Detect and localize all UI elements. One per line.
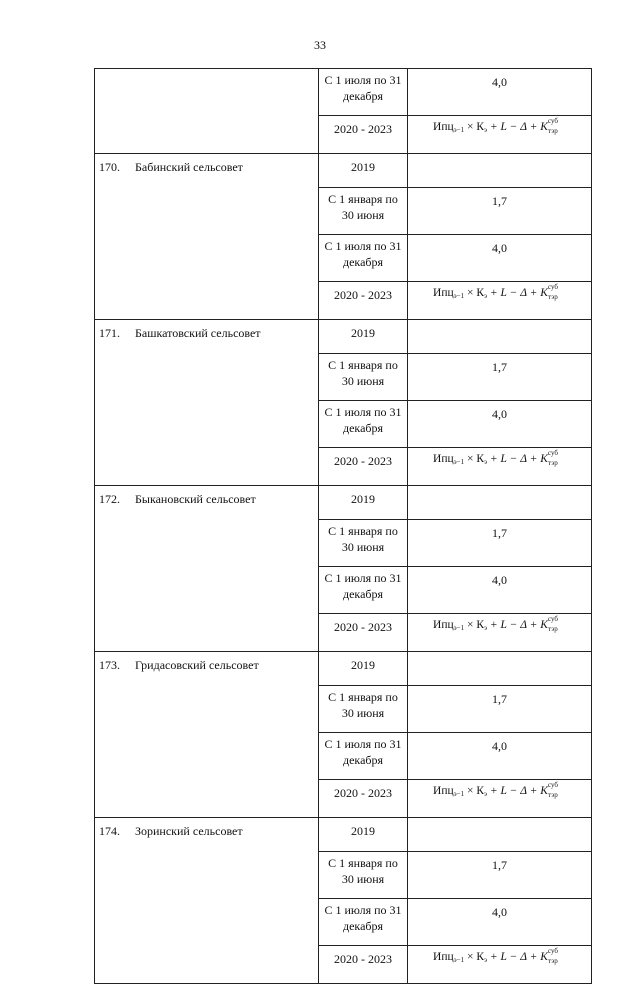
formula-kbig: K (540, 121, 548, 133)
year-cell: 2019 (319, 154, 408, 188)
formula-ksub: э (484, 624, 488, 632)
formula-times: × (466, 785, 474, 797)
municipality-name: Зоринский сельсовет (135, 824, 243, 838)
municipality-cell (95, 652, 319, 818)
formula-rest: + L − Δ + (489, 453, 538, 465)
formula-indices (547, 781, 566, 800)
municipality-cell (95, 818, 319, 984)
period-cell: С 1 января по 30 июня (319, 354, 408, 401)
period-cell: С 1 июля по 31 декабря (319, 69, 408, 116)
period-cell: 2020 - 2023 (319, 448, 408, 486)
empty-cell (408, 652, 592, 686)
table-row (95, 154, 592, 188)
municipality-name: Гридасовский сельсовет (135, 658, 259, 672)
table-row (95, 818, 592, 852)
value-cell: 4,0 (408, 69, 592, 116)
formula-prefix: Ипц (433, 619, 454, 631)
formula-rest: + L − Δ + (489, 785, 538, 797)
formula-k: К (476, 951, 485, 963)
empty-cell (408, 486, 592, 520)
formula-kdn: тэр (547, 625, 558, 634)
formula-kdn: тэр (547, 957, 558, 966)
municipality-name: Башкатовский сельсовет (135, 326, 261, 340)
formula-prefix: Ипц (433, 287, 454, 299)
formula-prefix: Ипц (433, 785, 454, 797)
formula-kdn: тэр (547, 127, 558, 136)
formula-cell (408, 614, 592, 652)
formula-ksub: э (484, 292, 488, 300)
formula-cell (408, 116, 592, 154)
value-cell: 4,0 (408, 235, 592, 282)
formula-rest: + L − Δ + (489, 619, 538, 631)
formula-kbig: K (540, 619, 548, 631)
row-number: 172. (99, 492, 120, 506)
formula-sub: э−1 (453, 790, 465, 798)
period-cell: С 1 июля по 31 декабря (319, 567, 408, 614)
formula-cell (408, 448, 592, 486)
table-row (95, 652, 592, 686)
row-number: 171. (99, 326, 120, 340)
formula-indices (547, 615, 566, 634)
period-cell: 2020 - 2023 (319, 282, 408, 320)
formula-indices (547, 449, 566, 468)
formula-kbig: K (540, 951, 548, 963)
value-cell: 1,7 (408, 520, 592, 567)
formula-indices (547, 947, 566, 966)
row-number: 173. (99, 658, 120, 672)
formula-sub: э−1 (453, 458, 465, 466)
formula-sub: э−1 (453, 956, 465, 964)
formula-kup: суб (547, 449, 558, 458)
formula-cell (408, 946, 592, 984)
formula-sub: э−1 (453, 624, 465, 632)
formula-sub: э−1 (453, 292, 465, 300)
formula-kup: суб (547, 283, 558, 292)
page-number: 33 (314, 38, 326, 52)
value-cell: 4,0 (408, 567, 592, 614)
formula-cell (408, 780, 592, 818)
municipality-name: Бабинский сельсовет (135, 160, 243, 174)
formula-kdn: тэр (547, 293, 558, 302)
period-cell: С 1 июля по 31 декабря (319, 235, 408, 282)
municipality-name: Быкановский сельсовет (135, 492, 256, 506)
formula-indices (547, 117, 566, 136)
formula-prefix: Ипц (433, 453, 454, 465)
formula-kup: суб (547, 615, 558, 624)
value-cell: 4,0 (408, 733, 592, 780)
formula-times: × (466, 453, 474, 465)
formula-rest: + L − Δ + (489, 287, 538, 299)
empty-cell (408, 154, 592, 188)
empty-cell (408, 818, 592, 852)
formula-k: К (476, 287, 485, 299)
period-cell: С 1 июля по 31 декабря (319, 899, 408, 946)
table-row (95, 69, 592, 116)
value-cell: 1,7 (408, 188, 592, 235)
formula-times: × (466, 121, 474, 133)
year-cell: 2019 (319, 486, 408, 520)
formula-kup: суб (547, 781, 558, 790)
formula-kbig: K (540, 453, 548, 465)
year-cell: 2019 (319, 320, 408, 354)
formula-times: × (466, 619, 474, 631)
municipality-cell (95, 486, 319, 652)
formula-prefix: Ипц (433, 121, 454, 133)
period-cell: С 1 июля по 31 декабря (319, 733, 408, 780)
table-row (95, 486, 592, 520)
formula-rest: + L − Δ + (489, 121, 538, 133)
period-cell: С 1 января по 30 июня (319, 852, 408, 899)
year-cell: 2019 (319, 652, 408, 686)
tariff-table (94, 68, 592, 984)
formula-kup: суб (547, 947, 558, 956)
formula-k: К (476, 453, 485, 465)
period-cell: С 1 января по 30 июня (319, 188, 408, 235)
formula-times: × (466, 287, 474, 299)
period-cell: 2020 - 2023 (319, 780, 408, 818)
formula-ksub: э (484, 458, 488, 466)
name-cell (95, 69, 319, 154)
period-cell: 2020 - 2023 (319, 614, 408, 652)
formula-kdn: тэр (547, 459, 558, 468)
row-number: 174. (99, 824, 120, 838)
formula-ksub: э (484, 956, 488, 964)
value-cell: 1,7 (408, 686, 592, 733)
table-row (95, 320, 592, 354)
formula-kdn: тэр (547, 791, 558, 800)
formula-indices (547, 283, 566, 302)
formula-k: К (476, 785, 485, 797)
formula-rest: + L − Δ + (489, 951, 538, 963)
empty-cell (408, 320, 592, 354)
value-cell: 1,7 (408, 354, 592, 401)
year-cell: 2019 (319, 818, 408, 852)
municipality-cell (95, 320, 319, 486)
formula-kbig: K (540, 785, 548, 797)
municipality-cell (95, 154, 319, 320)
formula-sub: э−1 (453, 126, 465, 134)
formula-ksub: э (484, 790, 488, 798)
value-cell: 1,7 (408, 852, 592, 899)
value-cell: 4,0 (408, 401, 592, 448)
formula-ksub: э (484, 126, 488, 134)
formula-prefix: Ипц (433, 951, 454, 963)
value-cell: 4,0 (408, 899, 592, 946)
formula-kup: суб (547, 117, 558, 126)
period-cell: С 1 января по 30 июня (319, 686, 408, 733)
period-cell: 2020 - 2023 (319, 946, 408, 984)
period-cell: 2020 - 2023 (319, 116, 408, 154)
formula-times: × (466, 951, 474, 963)
formula-cell (408, 282, 592, 320)
formula-k: К (476, 121, 485, 133)
row-number: 170. (99, 160, 120, 174)
formula-kbig: K (540, 287, 548, 299)
period-cell: С 1 июля по 31 декабря (319, 401, 408, 448)
period-cell: С 1 января по 30 июня (319, 520, 408, 567)
formula-k: К (476, 619, 485, 631)
